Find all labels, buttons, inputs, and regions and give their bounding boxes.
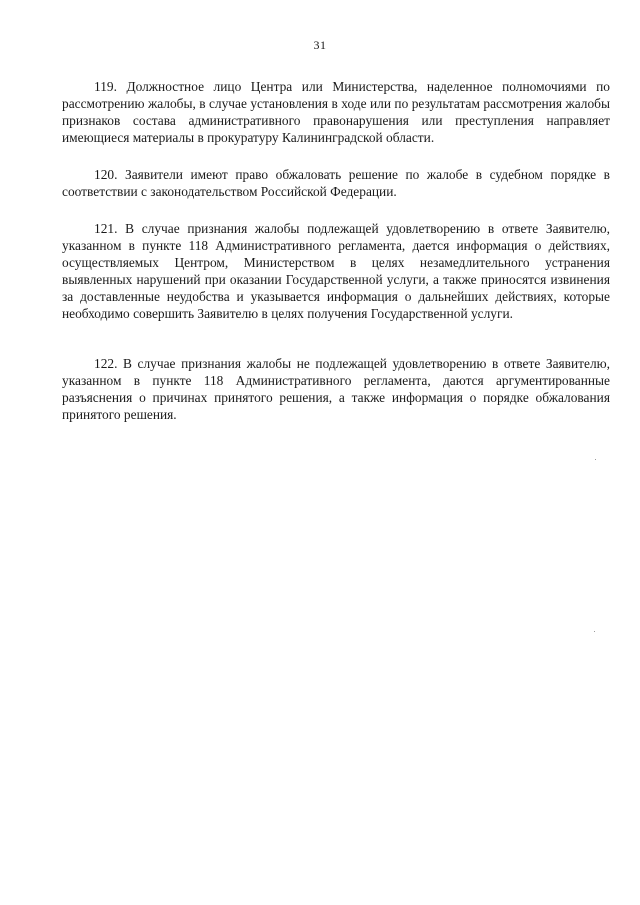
paragraph-120: 120. Заявители имеют право обжаловать решение по жалобе в судебном порядке в соответствии с законодательством Российской Федерации. xyxy=(62,167,610,199)
scan-speck xyxy=(594,631,595,632)
page-number: 31 xyxy=(313,38,327,52)
scan-speck xyxy=(595,459,596,460)
paragraph-122: 122. В случае признания жалобы не подлежащей удовлетворению в ответе Заявителю, указанном в пункте 118 Административного регламента, даются аргументированные разъяснения о причинах принятого решения, а также информация о порядке обжалования принятого решения. xyxy=(62,356,610,422)
document-body xyxy=(62,78,610,423)
paragraph-121: 121. В случае признания жалобы подлежащей удовлетворению в ответе Заявителю, указанном в пункте 118 Административного регламента, дается информация о действиях, осуществляемых Центром, Министерством в целях незамедлительного устранения выявленных нарушений при оказании Государственной услуги, а также приносятся извинения за доставленные неудобства и указывается информация о дальнейших действиях, которые необходимо совершить Заявителю в целях получения Государственной услуги. xyxy=(62,221,610,321)
paragraph-119: 119. Должностное лицо Центра или Министерства, наделенное полномочиями по рассмотрению жалобы, в случае установления в ходе или по результатам рассмотрения жалобы признаков состава административного правонарушения или преступления направляет имеющиеся материалы в прокуратуру Калининградской области. xyxy=(62,79,610,145)
